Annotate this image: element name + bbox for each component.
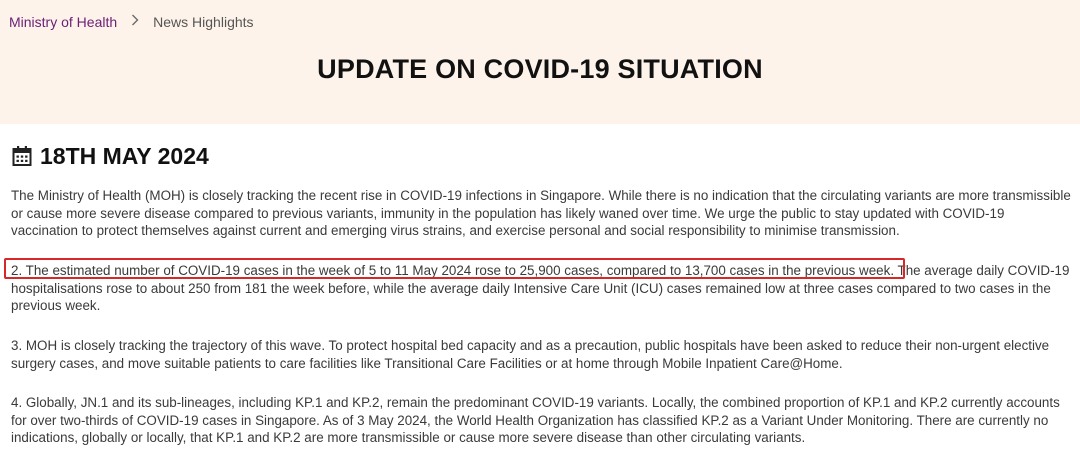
- breadcrumb-current: News Highlights: [153, 14, 254, 30]
- article-date: 18TH MAY 2024: [40, 143, 209, 169]
- page-header: [0, 0, 1080, 124]
- article-date-heading: [12, 141, 209, 171]
- breadcrumb-home-link[interactable]: Ministry of Health: [9, 14, 118, 30]
- page-title: UPDATE ON COVID-19 SITUATION: [317, 54, 763, 84]
- article-paragraph-2: 2. The estimated number of COVID-19 cases in the week of 5 to 11 May 2024 rose to 25,900 cases, compared to 13,700 cases in the previous week. The average daily COVID-19 hospitalisations rose to about 250 from 181 the week before, while the average daily Intensive Care Unit (ICU) cases remained low at three cases compared to two cases in the previous week.: [11, 263, 1070, 314]
- calendar-icon: [12, 145, 32, 167]
- article-paragraph-3: 3. MOH is closely tracking the trajectory of this wave. To protect hospital bed capacity and as a precaution, public hospitals have been asked to reduce their non-urgent elective surgery cases, and move suitable patients to care facilities like Transitional Care Facilities or at home through Mobile Inpatient Care@Home.: [11, 338, 1050, 371]
- chevron-right-icon: [131, 13, 139, 31]
- article-paragraph-1: The Ministry of Health (MOH) is closely tracking the recent rise in COVID-19 infections in Singapore. While there is no indication that the circulating variants are more transmissible or cause more severe disease compared to previous variants, immunity in the population has likely waned over time. We urge the public to stay updated with COVID-19 vaccination to protect themselves against current and emerging virus strains, and exercise personal and social responsibility to minimise transmission.: [11, 188, 1071, 239]
- article-paragraph-4: 4. Globally, JN.1 and its sub-lineages, including KP.1 and KP.2, remain the predominant COVID-19 variants. Locally, the combined proportion of KP.1 and KP.2 currently accounts for over two-thirds of COVID-19 cases in Singapore. As of 3 May 2024, the World Health Organization has classified KP.2 as a Variant Under Monitoring. There are currently no indications, globally or locally, that KP.1 and KP.2 are more transmissible or cause more severe disease than other circulating variants.: [11, 395, 1060, 446]
- breadcrumb: [9, 13, 254, 31]
- chevron-right-icon-glyph: [131, 14, 139, 26]
